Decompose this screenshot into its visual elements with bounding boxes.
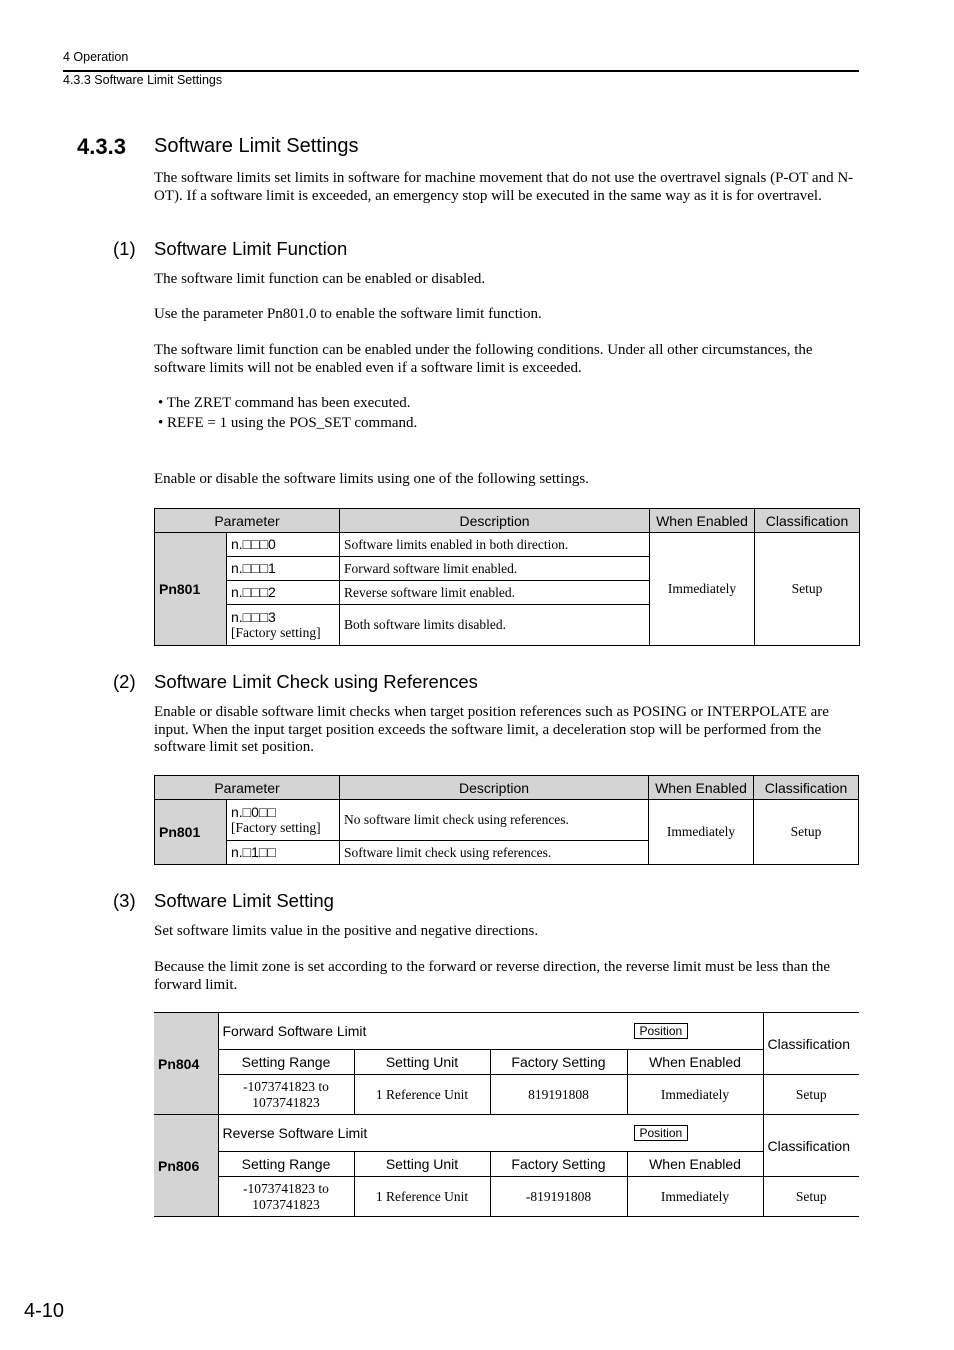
section-title: Software Limit Settings [154,135,359,157]
param-value: n.□□□1 [227,557,340,581]
sub3-p2: Because the limit zone is set according to the forward or reverse direction, the reverse limit must be less than the forward limit. [154,959,831,993]
header-section: 4.3.3 Software Limit Settings [63,73,223,87]
param-value: n.□□□2 [227,581,340,605]
setting-range: -1073741823 to 1073741823 [218,1075,354,1115]
classification: Setup [763,1075,859,1115]
col-header: When Enabled [627,1050,763,1075]
when-enabled: Immediately [649,800,754,865]
section-intro: The software limits set limits in software for machine movement that do not use the overtravel signals (P-OT and N-OT). If a software limit is exceeded, an emergency stop will be executed in the same way as it is for overtravel. [154,170,854,204]
param-name: Reverse Software Limit [222,1124,368,1141]
factory-setting-note: [Factory setting] [231,820,321,835]
factory-setting-note: [Factory setting] [231,625,321,640]
col-header: Setting Unit [354,1050,490,1075]
param-cell: Pn806 [154,1115,218,1217]
param-value: n.□0□□ [231,804,276,820]
col-header: Setting Range [218,1152,354,1177]
param-description: Software limit check using references. [340,841,649,865]
param-description: Software limits enabled in both direction. [340,533,650,557]
sub1-p2: Use the parameter Pn801.0 to enable the software limit function. [154,306,542,322]
setting-unit: 1 Reference Unit [354,1075,490,1115]
param-value: n.□□□0 [227,533,340,557]
sub2-title: Software Limit Check using References [154,671,478,692]
param-description: Both software limits disabled. [340,605,650,646]
param-value-cell [227,800,340,841]
sub1-bullet: • REFE = 1 using the POS_SET command. [158,415,418,431]
param-description: No software limit check using references. [340,800,649,841]
param-name-cell [218,1115,763,1152]
sub1-title: Software Limit Function [154,238,348,259]
classification: Setup [755,533,860,646]
param-cell: Pn804 [154,1013,218,1115]
param-cell: Pn801 [155,800,227,865]
table-header: Parameter [155,776,340,800]
sub2-p1: Enable or disable software limit checks when target position references such as POSING or INTERPOLATE are input. When the input target position exceeds the software limit, a deceleration stop will be performed from the software limit set position. [154,704,829,755]
table-header: Parameter [155,509,340,533]
param-description: Reverse software limit enabled. [340,581,650,605]
param-value-cell [227,605,340,646]
factory-setting: -819191808 [490,1177,627,1217]
sub3-number: (3) [113,890,136,911]
classification: Setup [754,800,859,865]
page-number: 4-10 [24,1300,65,1322]
table-header: Description [340,776,649,800]
col-header: Factory Setting [490,1152,627,1177]
sub1-number: (1) [113,238,136,259]
table-header: Classification [754,776,859,800]
sub3-p1: Set software limits value in the positive and negative directions. [154,923,539,939]
param-name-cell [218,1013,763,1050]
sub1-p1: The software limit function can be enabled or disabled. [154,271,486,287]
sub1-p4: Enable or disable the software limits using one of the following settings. [154,471,589,487]
classification: Setup [763,1177,859,1217]
table-header: When Enabled [649,776,754,800]
pn804-table [154,1012,859,1115]
when-enabled: Immediately [650,533,755,646]
position-badge: Position [634,1023,689,1039]
param-description: Forward software limit enabled. [340,557,650,581]
param-cell: Pn801 [155,533,227,646]
classification-label: Classification [763,1013,859,1075]
param-name: Forward Software Limit [222,1022,367,1039]
col-header: Setting Unit [354,1152,490,1177]
col-header: Setting Range [218,1050,354,1075]
section-number: 4.3.3 [77,134,126,159]
setting-range: -1073741823 to 1073741823 [218,1177,354,1217]
sub3-title: Software Limit Setting [154,890,334,911]
pn801-check-table [154,775,859,865]
sub2-number: (2) [113,671,136,692]
table-header: Description [340,509,650,533]
col-header: Factory Setting [490,1050,627,1075]
factory-setting: 819191808 [490,1075,627,1115]
sub1-p3: The software limit function can be enabled under the following conditions. Under all other circumstances, the software limits will not be enabled even if a software limit is exceeded. [154,342,813,376]
param-value: n.□□□3 [231,609,276,625]
sub1-bullet: • The ZRET command has been executed. [158,395,411,411]
pn806-table [154,1114,859,1217]
header-rule [63,70,859,72]
position-badge: Position [634,1125,689,1141]
when-enabled: Immediately [627,1075,763,1115]
when-enabled: Immediately [627,1177,763,1217]
header-chapter: 4 Operation [63,50,129,64]
param-value: n.□1□□ [227,841,340,865]
setting-unit: 1 Reference Unit [354,1177,490,1217]
classification-label: Classification [763,1115,859,1177]
table-header: When Enabled [650,509,755,533]
table-header: Classification [755,509,860,533]
pn801-limit-table [154,508,860,646]
col-header: When Enabled [627,1152,763,1177]
